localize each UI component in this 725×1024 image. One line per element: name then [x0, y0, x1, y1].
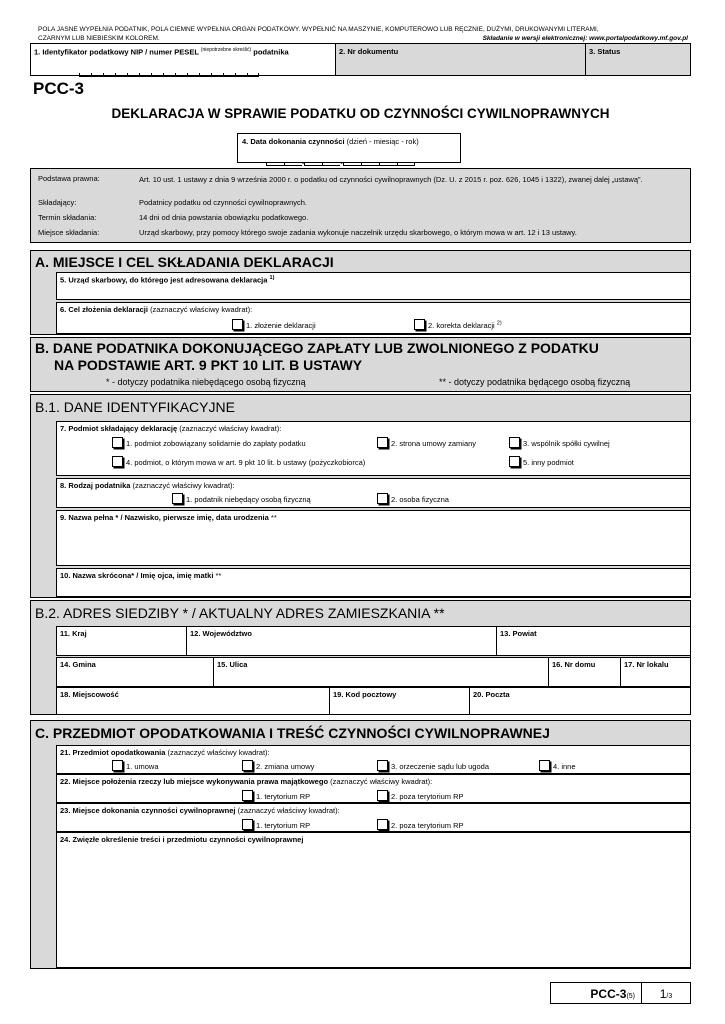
footer-box: [550, 982, 691, 1004]
field-5-label: 5. Urząd skarbowy, do którego jest adresowana deklaracja $^{1)}$: [60, 275, 275, 285]
section-b-header: [30, 337, 691, 392]
option-joint-obligor[interactable]: 1. podmiot zobowiązany solidarnie do zapłaty podatku: [112, 437, 306, 448]
note-natural-person: ** - dotyczy podatnika będącego osobą fizyczną: [439, 377, 631, 387]
section-b1: [30, 394, 691, 598]
section-b2: [30, 600, 691, 715]
field-18-city[interactable]: 18. Miejscowość: [57, 688, 330, 714]
option-other-entity[interactable]: 5. inny podmiot: [509, 456, 574, 467]
field-19-postal-code[interactable]: 19. Kod pocztowy: [330, 688, 470, 714]
field-17-apartment-number[interactable]: 17. Nr lokalu: [624, 660, 669, 669]
option-non-natural-person[interactable]: 1. podatnik niebędący osobą fizyczną: [172, 493, 311, 504]
top-fields-row: [30, 43, 691, 76]
field-6-purpose: [56, 302, 691, 334]
fill-instructions-line1: POLA JASNE WYPEŁNIA PODATNIK, POLA CIEMNE WYPEŁNIA ORGAN PODATKOWY. WYPEŁNIĆ NA MASZYNIE, KOMPUTEROWO LUB RĘCZNIE, DUŻYMI, DRUKOWANYMI LITERAMI,: [38, 26, 599, 33]
page-number: 1/3: [659, 987, 673, 1001]
option-borrower[interactable]: 4. podmiot, o którym mowa w art. 9 pkt 10 lit. b ustawy (pożyczkobiorca): [112, 456, 365, 467]
option-22-poland[interactable]: 1. terytorium RP: [242, 790, 310, 801]
fill-instructions-line2: CZARNYM LUB NIEBIESKIM KOLOREM.: [38, 35, 160, 42]
field-13-county[interactable]: 13. Powiat: [500, 629, 537, 638]
field-7-filer: [56, 421, 691, 476]
info-key-legal-basis: Podstawa prawna:: [38, 174, 100, 183]
page-title: DEKLARACJA W SPRAWIE PODATKU OD CZYNNOŚCI CYWILNOPRAWNYCH: [111, 106, 610, 121]
section-c: [30, 720, 691, 969]
option-contract[interactable]: 1. umowa: [112, 760, 159, 771]
field-21-label: 21. Przedmiot opodatkowania (zaznaczyć właściwy kwadrat):: [60, 748, 270, 757]
field-6-label: 6. Cel złożenia deklaracji (zaznaczyć właściwy kwadrat):: [60, 305, 253, 314]
field-24-description[interactable]: [56, 832, 691, 968]
checkbox[interactable]: [112, 760, 123, 771]
field-9-full-name[interactable]: [56, 510, 691, 566]
field-23-label: 23. Miejsce dokonania czynności cywilnoprawnej (zaznaczyć właściwy kwadrat):: [60, 806, 340, 815]
field-5-tax-office[interactable]: [56, 272, 691, 300]
checkbox[interactable]: [377, 760, 388, 771]
checkbox[interactable]: [509, 437, 520, 448]
field-3-status: [586, 44, 690, 75]
address-row-1: [56, 626, 691, 656]
checkbox[interactable]: [242, 790, 253, 801]
option-23-abroad[interactable]: 2. poza terytorium RP: [377, 819, 464, 830]
field-23-place: [56, 803, 691, 832]
field-22-location: [56, 774, 691, 803]
field-10-label: 10. Nazwa skrócona* / Imię ojca, imię matki **: [60, 571, 222, 580]
footer-form-code: PCC-3(5): [551, 983, 642, 1003]
option-natural-person[interactable]: 2. osoba fizyczna: [377, 493, 449, 504]
checkbox[interactable]: [112, 456, 123, 467]
field-10-short-name[interactable]: [56, 568, 691, 597]
field-4-label: 4. Data dokonania czynności (dzień - miesiąc - rok): [242, 137, 419, 146]
checkbox[interactable]: [539, 760, 550, 771]
field-2-label: 2. Nr dokumentu: [339, 47, 399, 56]
info-key-place: Miejsce składania:: [38, 228, 100, 237]
section-a: [30, 250, 691, 335]
form-code: PCC-3: [33, 79, 85, 98]
section-b2-title: B.2. ADRES SIEDZIBY * / AKTUALNY ADRES ZAMIESZKANIA **: [35, 605, 445, 621]
checkbox[interactable]: [414, 319, 425, 330]
option-exchange-party[interactable]: 2. strona umowy zamiany: [377, 437, 476, 448]
field-9-label: 9. Nazwa pełna * / Nazwisko, pierwsze imię, data urodzenia **: [60, 513, 277, 522]
checkbox[interactable]: [377, 493, 388, 504]
identifier-digit-ticks: [79, 64, 259, 82]
field-15-street[interactable]: 15. Ulica: [214, 658, 549, 686]
fill-instructions: [38, 25, 688, 43]
checkbox[interactable]: [377, 819, 388, 830]
option-23-poland[interactable]: 1. terytorium RP: [242, 819, 310, 830]
checkbox[interactable]: [232, 319, 243, 330]
checkbox[interactable]: [242, 760, 253, 771]
field-2-document-number: [336, 44, 586, 75]
field-7-label: 7. Podmiot składający deklarację (zaznaczyć właściwy kwadrat):: [60, 424, 282, 433]
info-key-filer: Składający:: [38, 198, 77, 207]
field-3-label: 3. Status: [589, 47, 621, 56]
option-correction[interactable]: 2. korekta deklaracji $^{2)}$: [414, 319, 502, 330]
section-b1-title: B.1. DANE IDENTYFIKACYJNE: [35, 399, 235, 415]
field-14-municipality[interactable]: 14. Gmina: [57, 658, 214, 686]
section-b-title: B. DANE PODATNIKA DOKONUJĄCEGO ZAPŁATY LUB ZWOLNIONEGO Z PODATKU NA PODSTAWIE ART. 9 PKT 10 LIT. B USTAWY: [35, 340, 599, 373]
address-row-2: [56, 657, 691, 687]
address-row-3: [56, 687, 691, 715]
field-1-label: 1. Identyfikator podatkowy NIP / numer PESEL $^{(niepotrzebne skreślić)}$ podatnika: [34, 47, 289, 57]
checkbox[interactable]: [509, 456, 520, 467]
field-12-voivodeship[interactable]: 12. Województwo: [187, 627, 497, 655]
field-16-house-number[interactable]: 16. Nr domu: [549, 658, 621, 686]
field-8-label: 8. Rodzaj podatnika (zaznaczyć właściwy kwadrat):: [60, 481, 235, 490]
checkbox[interactable]: [377, 790, 388, 801]
checkbox[interactable]: [242, 819, 253, 830]
field-20-post-office[interactable]: 20. Poczta: [473, 690, 510, 699]
legal-info-box: [30, 168, 691, 243]
info-key-deadline: Termin składania:: [38, 213, 97, 222]
checkbox[interactable]: [112, 437, 123, 448]
field-24-label: 24. Zwięzłe określenie treści i przedmiotu czynności cywilnoprawnej: [60, 835, 304, 844]
info-value-deadline: 14 dni od dnia powstania obowiązku podatkowego.: [139, 213, 309, 222]
date-ticks: - -: [266, 153, 415, 171]
option-initial-declaration[interactable]: 1. złożenie deklaracji: [232, 319, 316, 330]
info-value-legal-basis: Art. 10 ust. 1 ustawy z dnia 9 września 2000 r. o podatku od czynności cywilnoprawnych (Dz. U. z 2015 r. poz. 626, 1045 i 1322), zwanej dalej „ustawą”.: [139, 175, 643, 184]
option-civil-partnership[interactable]: 3. wspólnik spółki cywilnej: [509, 437, 610, 448]
option-court-ruling[interactable]: 3. orzeczenie sądu lub ugoda: [377, 760, 489, 771]
field-4-date[interactable]: [237, 133, 461, 168]
field-8-taxpayer-type: [56, 478, 691, 508]
electronic-filing-note: Składanie w wersji elektronicznej: www.portalpodatkowy.mf.gov.pl: [482, 35, 688, 42]
section-a-title: A. MIEJSCE I CEL SKŁADANIA DEKLARACJI: [35, 254, 334, 270]
checkbox[interactable]: [172, 493, 183, 504]
field-1-identifier[interactable]: [31, 44, 336, 75]
info-value-place: Urząd skarbowy, przy pomocy którego swoje zadania wykonuje naczelnik urzędu skarbowego, o którym mowa w art. 12 i 13 ustawy.: [139, 228, 577, 237]
field-22-label: 22. Miejsce położenia rzeczy lub miejsce wykonywania prawa majątkowego (zaznaczyć właściwy kwadrat):: [60, 777, 433, 786]
info-value-filer: Podatnicy podatku od czynności cywilnoprawnych.: [139, 198, 308, 207]
option-other[interactable]: 4. inne: [539, 760, 576, 771]
option-contract-change[interactable]: 2. zmiana umowy: [242, 760, 314, 771]
field-11-country[interactable]: 11. Kraj: [57, 627, 187, 655]
section-c-title: C. PRZEDMIOT OPODATKOWANIA I TREŚĆ CZYNNOŚCI CYWILNOPRAWNEJ: [35, 725, 550, 741]
option-22-abroad[interactable]: 2. poza terytorium RP: [377, 790, 464, 801]
checkbox[interactable]: [377, 437, 388, 448]
field-21-subject: [56, 745, 691, 774]
note-legal-entity: * - dotyczy podatnika niebędącego osobą fizyczną: [106, 377, 306, 387]
